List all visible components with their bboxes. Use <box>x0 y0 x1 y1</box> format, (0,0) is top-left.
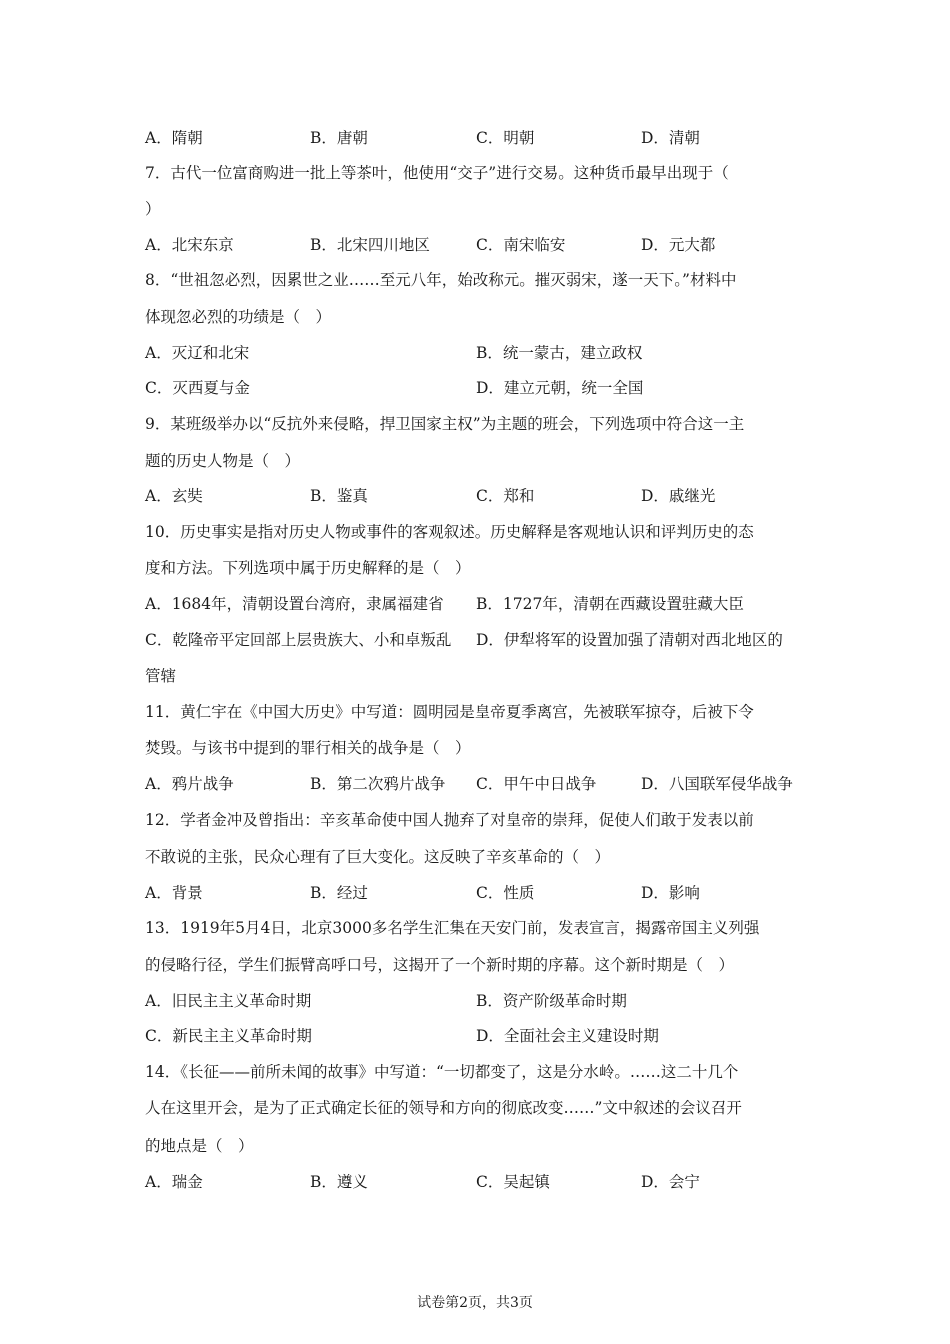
q6-option-d: D．清朝 <box>641 129 700 147</box>
q14-option-d: D．会宁 <box>641 1173 700 1191</box>
q6-option-c: C．明朝 <box>476 129 535 147</box>
q9-option-c: C．郑和 <box>476 487 535 505</box>
q11-option-d: D．八国联军侵华战争 <box>641 775 793 793</box>
q14-stem-line3: 的地点是（ ） <box>145 1137 254 1155</box>
q14-option-b: B．遵义 <box>310 1173 368 1191</box>
q13-option-c: C．新民主主义革命时期 <box>145 1027 312 1045</box>
q6-option-b: B．唐朝 <box>310 129 368 147</box>
q9-option-b: B．鉴真 <box>310 487 368 505</box>
q12-stem-line1: 12．学者金冲及曾指出：辛亥革命使中国人抛弃了对皇帝的崇拜，促使人们敢于发表以前 <box>145 811 754 829</box>
q7-stem-line1: 7．古代一位富商购进一批上等茶叶，他使用“交子”进行交易。这种货币最早出现于（ <box>145 164 729 182</box>
q6-option-a: A．隋朝 <box>145 129 203 147</box>
q8-option-b: B．统一蒙古，建立政权 <box>476 344 643 362</box>
q11-option-b: B．第二次鸦片战争 <box>310 775 446 793</box>
q14-option-a: A．瑞金 <box>145 1173 203 1191</box>
q12-option-d: D．影响 <box>641 884 700 902</box>
q9-stem-line2: 题的历史人物是（ ） <box>145 452 301 470</box>
q9-stem-line1: 9．某班级举办以“反抗外来侵略，捍卫国家主权”为主题的班会，下列选项中符合这一主 <box>145 415 745 433</box>
q8-stem-line1: 8．“世祖忽必烈，因累世之业……至元八年，始改称元。摧灭弱宋，遂一天下。”材料中 <box>145 271 737 289</box>
q12-option-c: C．性质 <box>476 884 535 902</box>
q13-stem-line2: 的侵略行径，学生们振臂高呼口号，这揭开了一个新时期的序幕。这个新时期是（ ） <box>145 956 735 974</box>
q10-option-b: B．1727年，清朝在西藏设置驻藏大臣 <box>476 595 744 613</box>
q12-stem-line2: 不敢说的主张，民众心理有了巨大变化。这反映了辛亥革命的（ ） <box>145 848 611 866</box>
q8-option-c: C．灭西夏与金 <box>145 379 250 397</box>
page-footer: 试卷第2页，共3页 <box>417 1295 533 1311</box>
q11-stem-line1: 11．黄仁宇在《中国大历史》中写道：圆明园是皇帝夏季离宫，先被联军掠夺，后被下令 <box>145 703 754 721</box>
q10-option-a: A．1684年，清朝设置台湾府，隶属福建省 <box>145 595 444 613</box>
q14-stem-line2: 人在这里开会，是为了正式确定长征的领导和方向的彻底改变……”文中叙述的会议召开 <box>145 1099 742 1117</box>
q12-option-b: B．经过 <box>310 884 368 902</box>
q7-option-a: A．北宋东京 <box>145 236 234 254</box>
q10-option-d: D．伊犁将军的设置加强了清朝对西北地区的 <box>476 631 783 649</box>
q10-option-d-continuation: 管辖 <box>145 667 177 685</box>
q11-stem-line2: 焚毁。与该书中提到的罪行相关的战争是（ ） <box>145 739 471 757</box>
q8-option-a: A．灭辽和北宋 <box>145 344 250 362</box>
q13-option-a: A．旧民主主义革命时期 <box>145 992 312 1010</box>
q7-stem-line2: ） <box>145 200 161 218</box>
q7-option-b: B．北宋四川地区 <box>310 236 430 254</box>
q10-option-c: C．乾隆帝平定回部上层贵族大、小和卓叛乱 <box>145 631 452 649</box>
q9-option-a: A．玄奘 <box>145 487 203 505</box>
q14-stem-line1: 14．《长征——前所未闻的故事》中写道：“一切都变了，这是分水岭。……这二十几个 <box>145 1063 739 1081</box>
q11-option-c: C．甲午中日战争 <box>476 775 597 793</box>
q12-option-a: A．背景 <box>145 884 203 902</box>
q11-option-a: A．鸦片战争 <box>145 775 234 793</box>
q10-stem-line1: 10．历史事实是指对历史人物或事件的客观叙述。历史解释是客观地认识和评判历史的态 <box>145 523 754 541</box>
q8-stem-line2: 体现忽必烈的功绩是（ ） <box>145 308 332 326</box>
q13-option-b: B．资产阶级革命时期 <box>476 992 627 1010</box>
q7-option-c: C．南宋临安 <box>476 236 566 254</box>
q13-option-d: D．全面社会主义建设时期 <box>476 1027 659 1045</box>
q9-option-d: D．戚继光 <box>641 487 716 505</box>
q10-stem-line2: 度和方法。下列选项中属于历史解释的是（ ） <box>145 559 471 577</box>
q8-option-d: D．建立元朝，统一全国 <box>476 379 644 397</box>
q13-stem-line1: 13．1919年5月4日，北京3000多名学生汇集在天安门前，发表宣言，揭露帝国主义列强 <box>145 919 760 937</box>
q7-option-d: D．元大都 <box>641 236 716 254</box>
q14-option-c: C．吴起镇 <box>476 1173 550 1191</box>
